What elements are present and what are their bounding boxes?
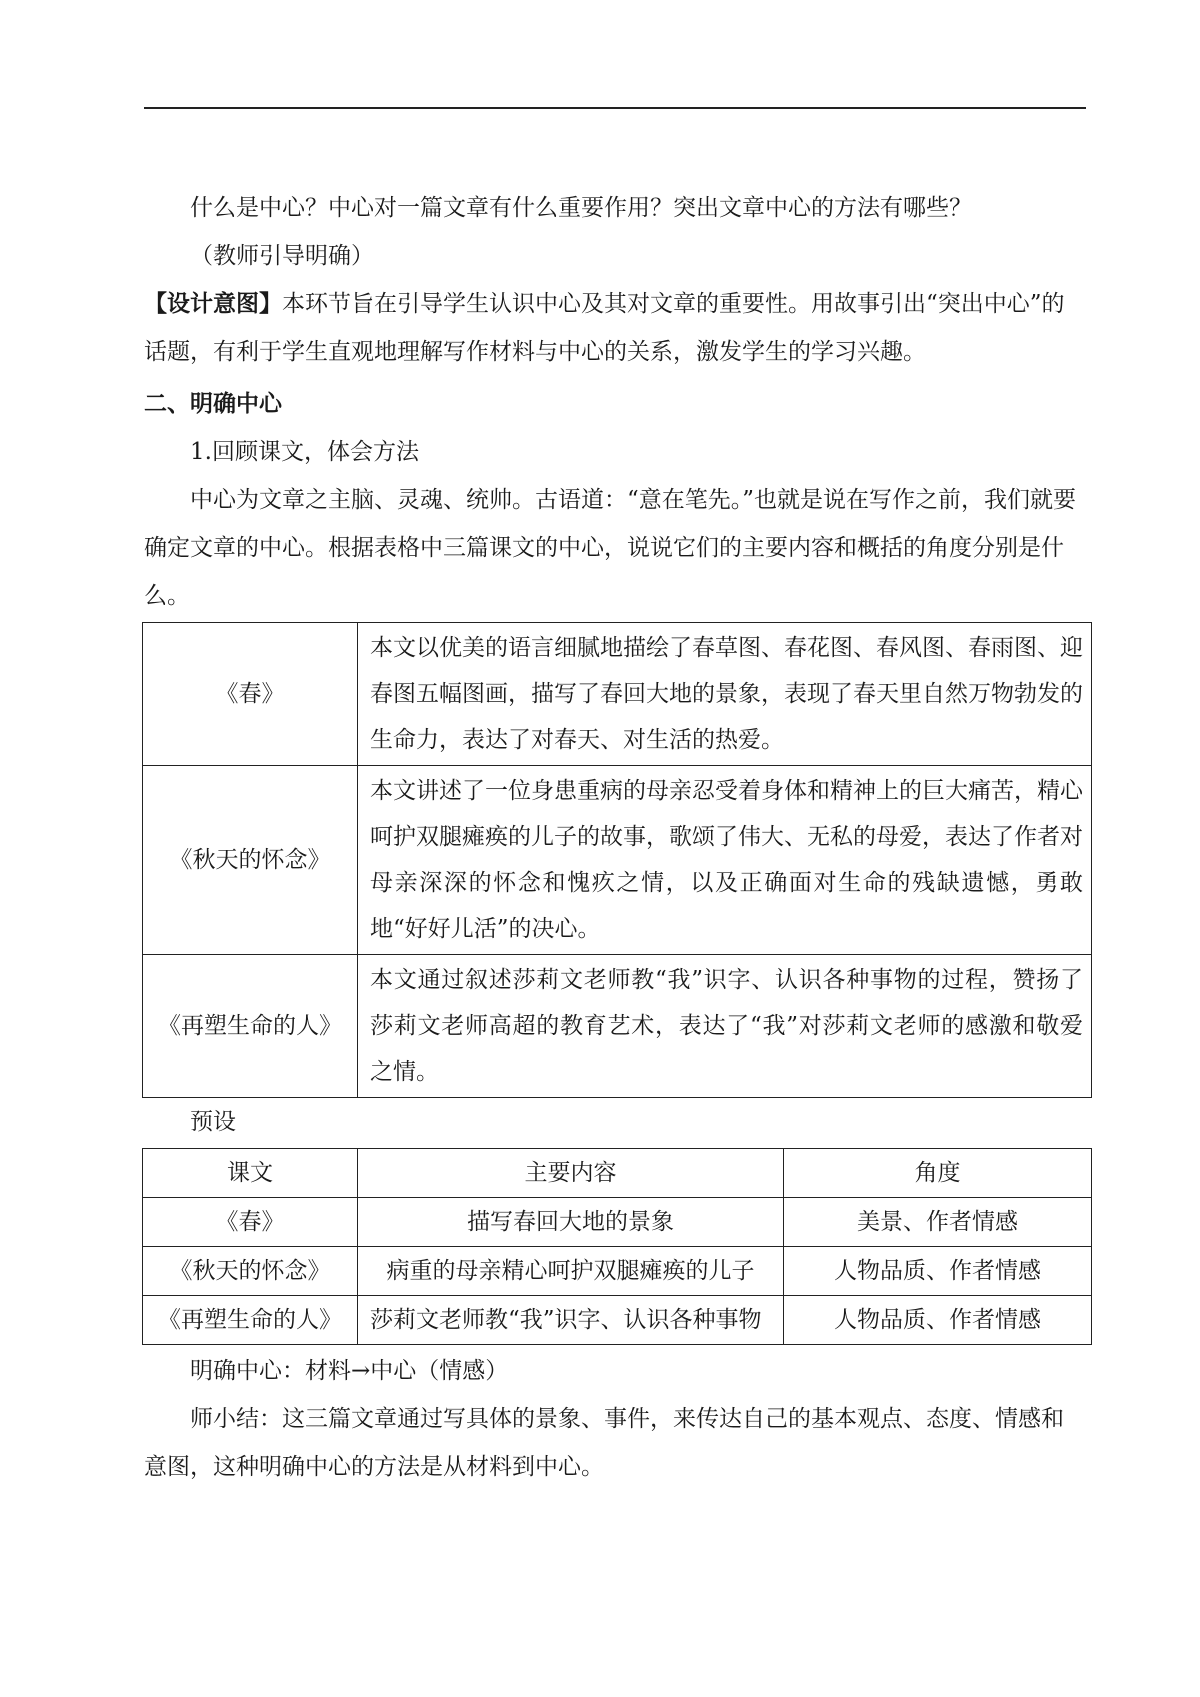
table-header: 主要内容 (358, 1149, 784, 1198)
section-paragraph: 中心为文章之主脑、灵魂、统帅。古语道：“意在笔先。”也就是说在写作之前，我们就要确定文章的中心。根据表格中三篇课文的中心，说说它们的主要内容和概括的角度分别是什么。 (144, 487, 1077, 609)
preset-table (142, 1148, 1092, 1345)
preset-label: 预设 (190, 1109, 236, 1135)
design-intent (144, 280, 1086, 376)
table-cell: 莎莉文老师教“我”识字、认识各种事物 (358, 1296, 784, 1345)
table-row (143, 766, 1092, 955)
table-cell-content: 本文以优美的语言细腻地描绘了春草图、春花图、春风图、春雨图、迎春图五幅图画，描写了春回大地的景象，表现了春天里自然万物勃发的生命力，表达了对春天、对生活的热爱。 (358, 623, 1092, 766)
header-rule (144, 107, 1086, 109)
table-cell: 病重的母亲精心呵护双腿瘫痪的儿子 (358, 1247, 784, 1296)
table-cell: 《秋天的怀念》 (143, 1247, 358, 1296)
intro-question: 什么是中心？中心对一篇文章有什么重要作用？突出文章中心的方法有哪些？ (190, 195, 972, 221)
table-row (143, 955, 1092, 1098)
table-header: 课文 (143, 1149, 358, 1198)
table-cell: 《春》 (143, 1198, 358, 1247)
table-cell-title: 《再塑生命的人》 (143, 955, 358, 1098)
subsection-title: 1.回顾课文，体会方法 (190, 439, 419, 465)
table-cell-title: 《春》 (143, 623, 358, 766)
table-row (143, 1198, 1092, 1247)
document-body (144, 184, 1086, 1491)
section-heading: 二、明确中心 (144, 390, 282, 417)
table-cell: 描写春回大地的景象 (358, 1198, 784, 1247)
design-intent-label: 【设计意图】 (144, 290, 282, 317)
table-header-row (143, 1149, 1092, 1198)
teacher-note: （教师引导明确） (190, 243, 374, 269)
table-header: 角度 (784, 1149, 1092, 1198)
table-cell: 美景、作者情感 (784, 1198, 1092, 1247)
design-intent-text: 本环节旨在引导学生认识中心及其对文章的重要性。用故事引出“突出中心”的话题，有利于学生直观地理解写作材料与中心的关系，激发学生的学习兴趣。 (144, 291, 1065, 365)
teacher-summary: 师小结：这三篇文章通过写具体的景象、事件，来传达自己的基本观点、态度、情感和意图，这种明确中心的方法是从材料到中心。 (144, 1406, 1064, 1480)
conclusion: 明确中心：材料→中心（情感） (190, 1358, 509, 1384)
table-row (143, 1296, 1092, 1345)
table-cell-title: 《秋天的怀念》 (143, 766, 358, 955)
table-row (143, 1247, 1092, 1296)
table-cell: 《再塑生命的人》 (143, 1296, 358, 1345)
table-row (143, 623, 1092, 766)
table-cell: 人物品质、作者情感 (784, 1296, 1092, 1345)
summary-table (142, 622, 1092, 1098)
table-cell: 人物品质、作者情感 (784, 1247, 1092, 1296)
table-cell-content: 本文讲述了一位身患重病的母亲忍受着身体和精神上的巨大痛苦，精心呵护双腿瘫痪的儿子的故事，歌颂了伟大、无私的母爱，表达了作者对母亲深深的怀念和愧疚之情，以及正确面对生命的残缺遗憾，勇敢地“好好儿活”的决心。 (358, 766, 1092, 955)
table-cell-content: 本文通过叙述莎莉文老师教“我”识字、认识各种事物的过程，赞扬了莎莉文老师高超的教育艺术，表达了“我”对莎莉文老师的感激和敬爱之情。 (358, 955, 1092, 1098)
